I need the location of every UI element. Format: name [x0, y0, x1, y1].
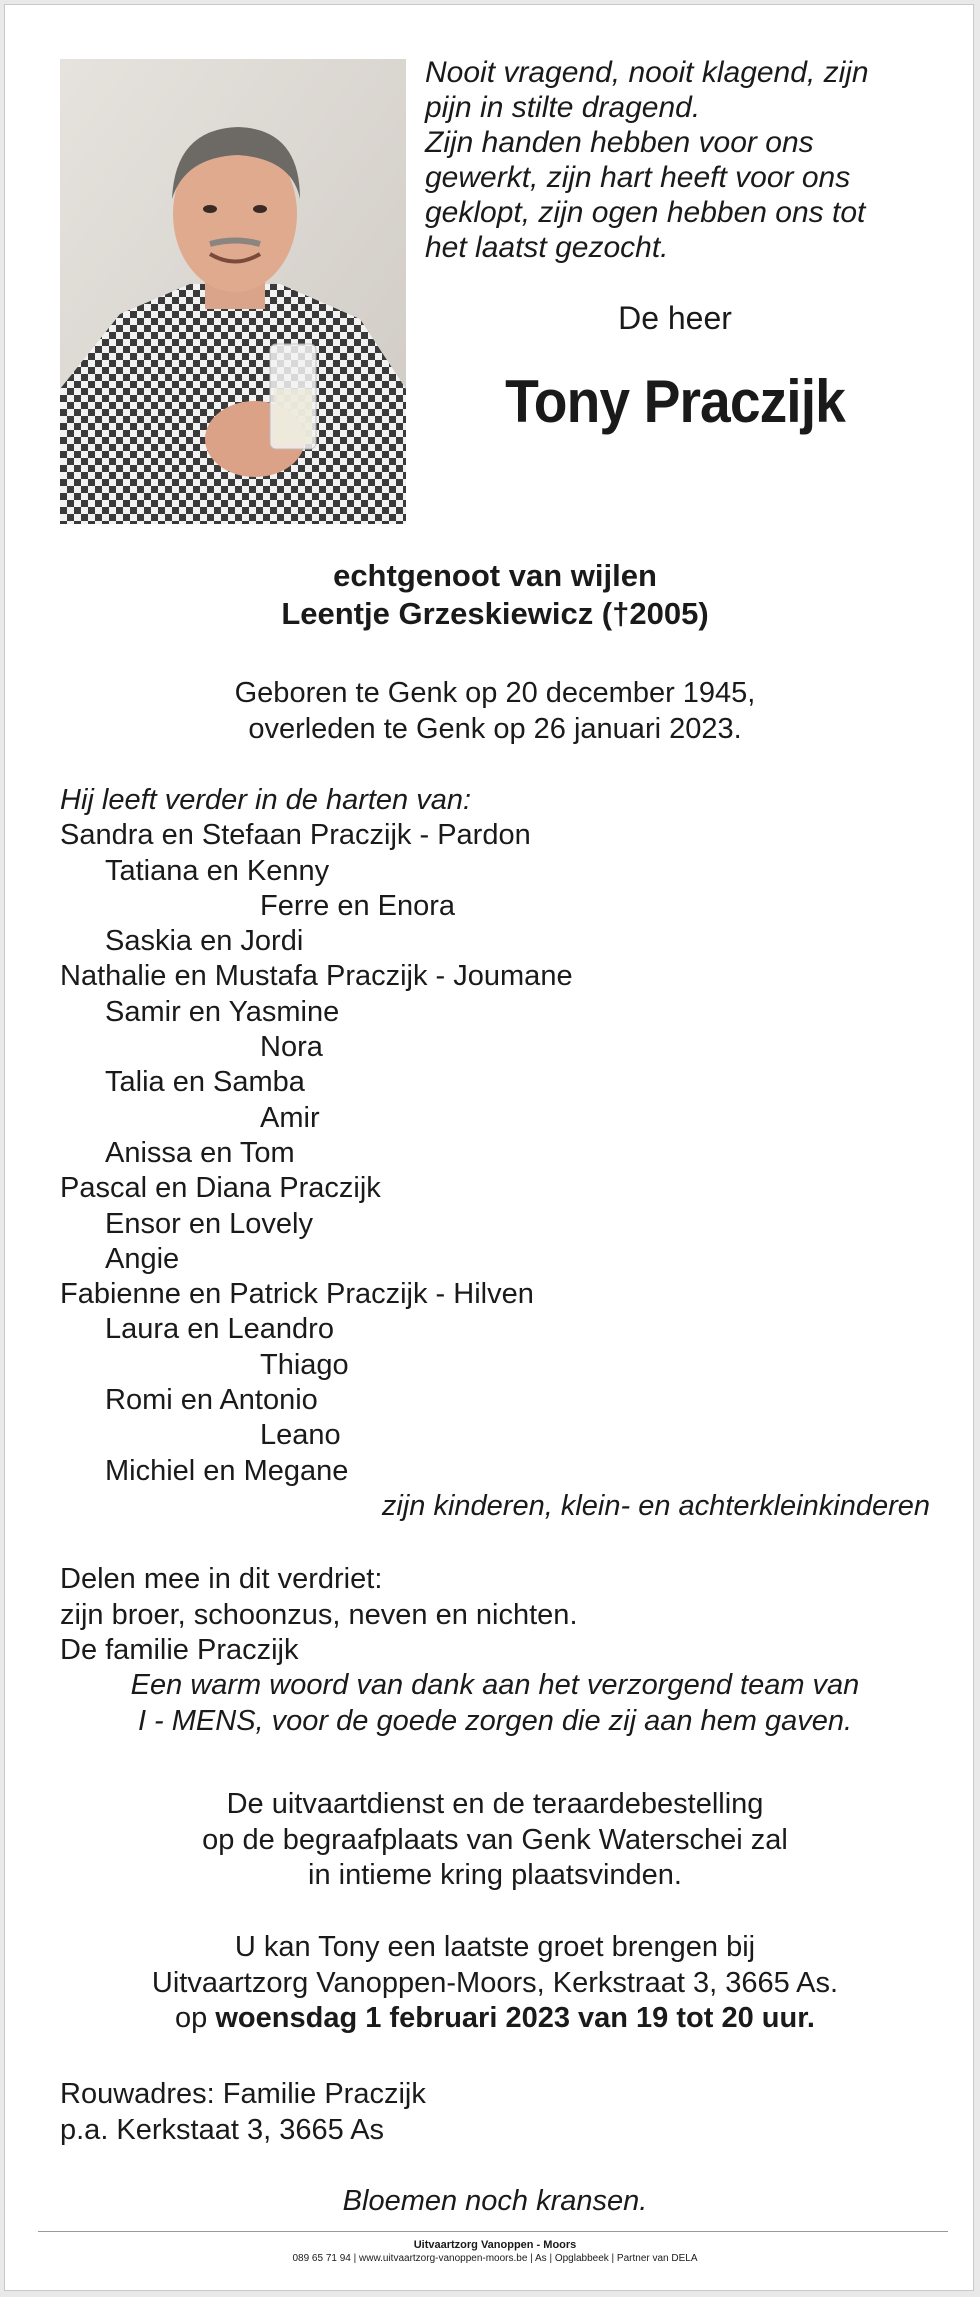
survivors-relation: zijn kinderen, klein- en achterkleinkinderen: [381, 1489, 930, 1522]
thanks-block: [60, 1668, 930, 1739]
list-item: Thiago: [260, 1348, 349, 1381]
service-line: in intieme kring plaatsvinden.: [308, 1859, 682, 1891]
funeral-service-block: [5, 1787, 980, 1894]
flowers-note: Bloemen noch kransen.: [342, 2185, 648, 2217]
list-item: Pascal en Diana Praczijk: [60, 1172, 381, 1205]
list-item: Fabienne en Patrick Praczijk - Hilven: [60, 1278, 534, 1311]
list-item: Samir en Yasmine: [105, 995, 340, 1028]
visitation-block: [5, 1930, 980, 2037]
visit-prefix: op: [175, 2002, 208, 2034]
survivors-intro: Hij leeft verder in de harten van:: [60, 784, 472, 816]
visit-line: U kan Tony een laatste groet brengen bij: [234, 1931, 756, 1963]
poem-line: het laatst gezocht.: [425, 231, 669, 264]
obituary-card: [4, 4, 974, 2291]
thanks-line: Een warm woord van dank aan het verzorgend team van: [130, 1669, 860, 1701]
footer: [5, 2239, 980, 2265]
death-line: overleden te Genk op 26 januari 2023.: [248, 713, 742, 745]
funeral-home-details: 089 65 71 94 | www.uitvaartzorg-vanoppen-moors.be | As | Opglabbeek | Partner van DELA: [292, 2253, 698, 2264]
deceased-name: Tony Praczijk: [505, 368, 845, 435]
service-line: op de begraafplaats van Genk Waterschei zal: [202, 1823, 788, 1856]
spouse-name: Leentje Grzeskiewicz (†2005): [281, 596, 709, 631]
list-item: Ensor en Lovely: [105, 1207, 313, 1240]
memorial-poem: [425, 55, 955, 265]
visit-datetime: [5, 2001, 980, 2037]
list-item: Anissa en Tom: [105, 1136, 295, 1169]
share-line: zijn broer, schoonzus, neven en nichten.: [60, 1598, 578, 1631]
list-item: Amir: [260, 1101, 320, 1134]
list-item: Ferre en Enora: [260, 889, 456, 922]
list-item: Sandra en Stefaan Praczijk - Pardon: [60, 819, 531, 852]
list-item: Tatiana en Kenny: [105, 854, 330, 887]
spouse-block: [5, 557, 980, 633]
visit-line: Uitvaartzorg Vanoppen-Moors, Kerkstraat 3, 3665 As.: [151, 1966, 839, 1999]
share-grief-block: [60, 1562, 930, 1669]
list-item: Saskia en Jordi: [105, 925, 304, 958]
list-item: Angie: [105, 1242, 180, 1275]
list-item: Nora: [260, 1031, 323, 1064]
mourning-address: [60, 2077, 930, 2148]
poem-line: Zijn handen hebben voor ons: [425, 126, 814, 159]
birth-death-block: [5, 675, 980, 747]
address-line: p.a. Kerkstaat 3, 3665 As: [60, 2113, 385, 2146]
survivors-list: [60, 783, 930, 1524]
funeral-home-name: Uitvaartzorg Vanoppen - Moors: [413, 2239, 577, 2251]
share-line: De familie Praczijk: [60, 1634, 299, 1666]
birth-line: Geboren te Genk op 20 december 1945,: [234, 677, 756, 709]
poem-line: gewerkt, zijn hart heeft voor ons: [425, 161, 851, 194]
service-line: De uitvaartdienst en de teraardebestelling: [226, 1788, 764, 1820]
poem-line: geklopt, zijn ogen hebben ons tot: [425, 196, 866, 229]
share-line: Delen mee in dit verdriet:: [60, 1563, 383, 1595]
thanks-line: I - MENS, voor de goede zorgen die zij aan hem gaven.: [137, 1704, 853, 1737]
list-item: Talia en Samba: [105, 1066, 305, 1099]
list-item: Laura en Leandro: [105, 1313, 334, 1346]
list-item: Leano: [260, 1419, 341, 1452]
footer-divider: [38, 2231, 948, 2232]
list-item: Michiel en Megane: [105, 1454, 349, 1487]
visit-date: woensdag 1 februari 2023 van 19 tot 20 uur.: [215, 2002, 815, 2034]
poem-line: pijn in stilte dragend.: [425, 91, 701, 124]
salutation: De heer: [618, 300, 732, 336]
list-item: Nathalie en Mustafa Praczijk - Joumane: [60, 960, 573, 993]
spouse-line: echtgenoot van wijlen: [333, 558, 657, 593]
address-line: Rouwadres: Familie Praczijk: [60, 2078, 426, 2110]
poem-line: Nooit vragend, nooit klagend, zijn: [425, 56, 869, 89]
portrait-illustration: [60, 59, 406, 524]
portrait-photo: [60, 59, 406, 524]
list-item: Romi en Antonio: [105, 1384, 318, 1417]
